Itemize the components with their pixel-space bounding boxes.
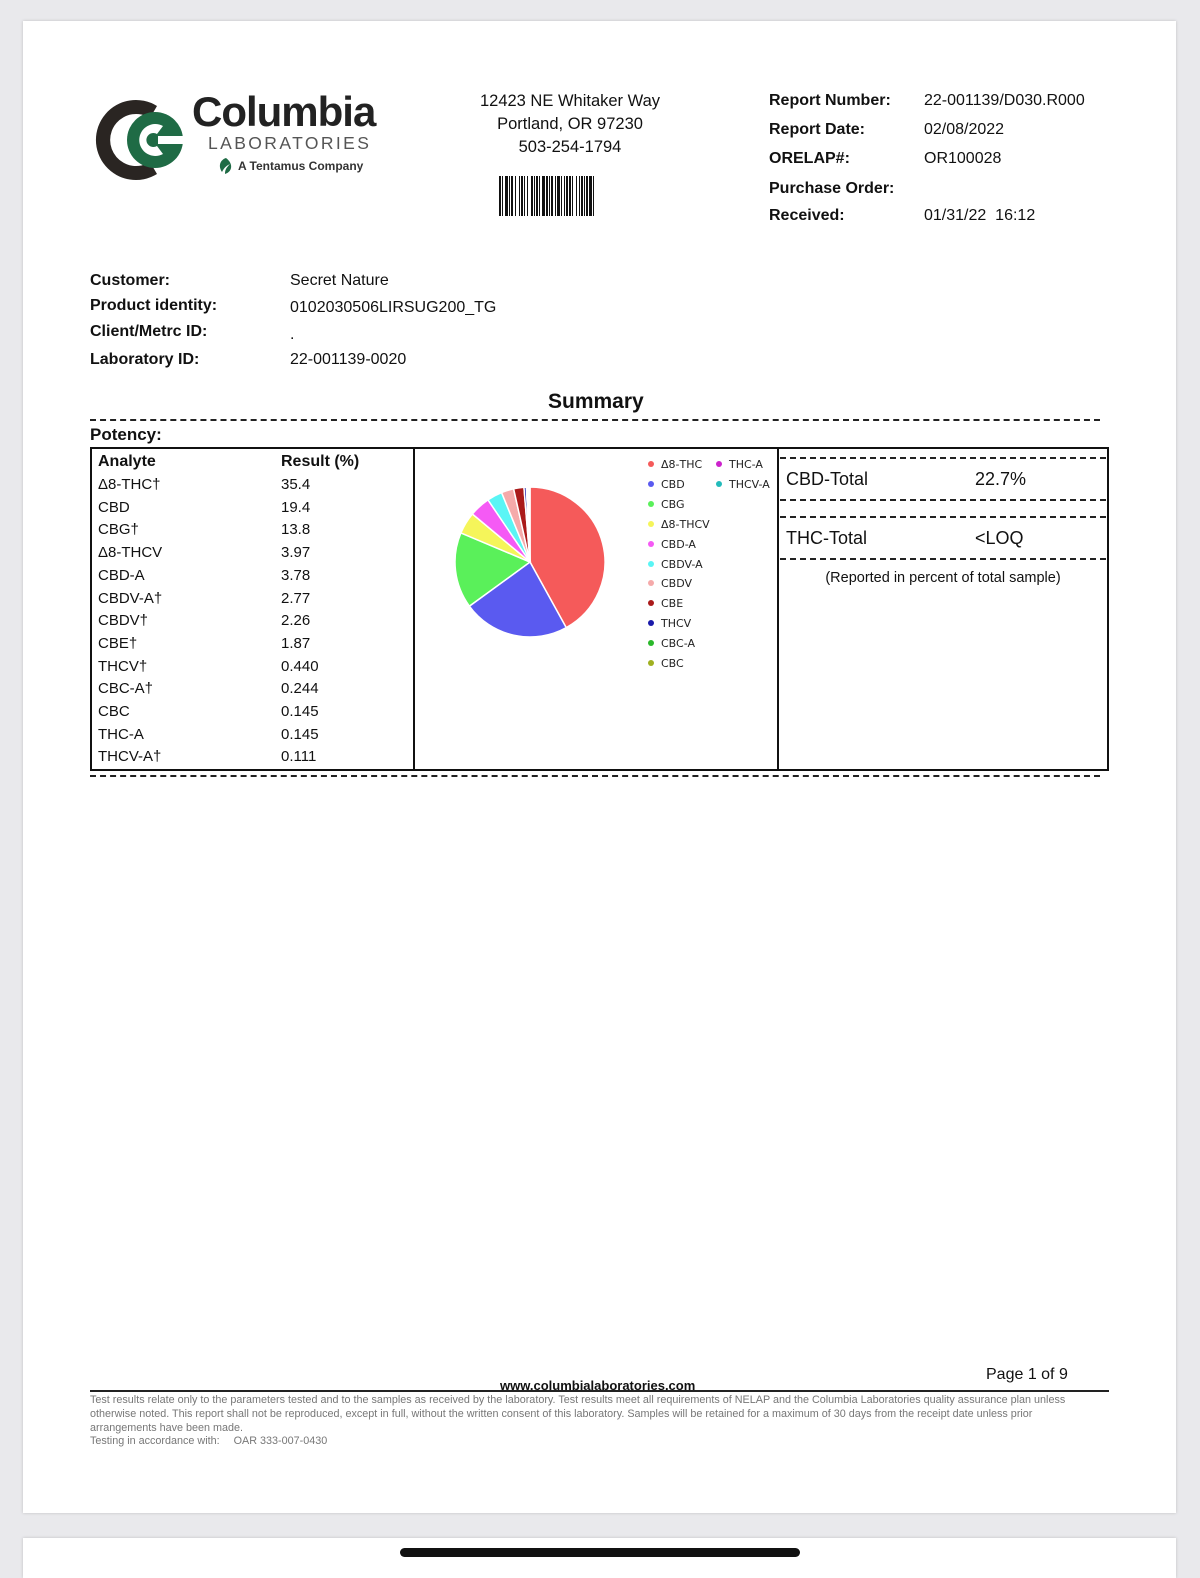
analyte-result: 0.145 [281,703,319,720]
received-date: 01/31/22 16:12 [924,207,1036,224]
legend-item [648,617,691,630]
website-link[interactable]: www.columbialaboratories.com [500,1378,696,1393]
legend-item [648,538,696,551]
totals-note: (Reported in percent of total sample) [825,570,1061,586]
legend-swatch [716,461,722,467]
legend-swatch [648,561,654,567]
divider [90,419,1100,421]
legend-label: THC-A [729,458,763,471]
cbd-total-label: CBD-Total [786,469,869,489]
potency-pie-chart [450,482,610,642]
customer-label: Customer: [90,272,171,289]
address-line-1: 12423 NE Whitaker Way [479,92,661,110]
analyte-result: 2.77 [281,589,311,607]
footer-rule [90,1390,1109,1392]
analyte-name: CBDV† [98,612,149,630]
analyte-name: CBE† [98,634,138,652]
page-number: Page 1 of 9 [986,1366,1068,1383]
analyte-header: Analyte [98,453,156,470]
analyte-name: CBDV-A† [98,589,163,607]
result-header: Result (%) [281,453,360,470]
divider [780,499,1106,501]
legend-swatch [716,481,722,487]
testing-value: OAR 333-007-0430 [233,1435,328,1447]
next-page-edge [23,1538,1176,1578]
analyte-name: CBC [98,703,130,720]
analyte-result: 3.78 [281,566,311,584]
legend-item [648,518,710,531]
legend-label: CBC-A [661,637,695,651]
legend-swatch [648,541,654,547]
analyte-result: 0.111 [281,748,317,766]
legend-swatch [648,620,654,626]
legend-label: CBC [661,657,684,670]
client-metrc-label: Client/Metrc ID: [90,323,208,340]
report-number-label: Report Number: [769,92,891,109]
received-label: Received: [769,207,845,224]
disclaimer-text: Test results relate only to the parameters tested and to the samples as received by the laboratory. Test results meet all requirements of NELAP and the Columbia Laboratories quality assurance plan unless otherwise noted. This report shall not be reproduced, except in full, without the written consent of this laboratory. Samples will be retained for a maximum of 30 days from the receipt date unless prior arrangements have been made. [90,1394,1066,1434]
analyte-result: 0.244 [281,680,319,698]
analyte-result: 3.97 [281,544,311,562]
laboratory-id: 22-001139-0020 [290,351,407,368]
legend-item [648,558,703,571]
barcode [499,176,627,216]
report-date: 02/08/2022 [924,121,1005,138]
analyte-name: THCV† [98,657,148,675]
product-identity: 0102030506LIRSUG200_TG [290,299,497,316]
legend-label: CBG [661,497,685,511]
legend-item [716,458,763,471]
legend-item [716,478,770,491]
legend-swatch [648,461,654,467]
orelap-label: ORELAP#: [769,150,850,167]
analyte-result: 13.8 [281,521,311,539]
legend-item [648,478,685,491]
laboratory-id-label: Laboratory ID: [90,351,200,368]
analyte-result: 35.4 [281,476,311,493]
testing-standard [90,1435,327,1447]
legend-label: CBE [661,597,684,611]
analyte-name: THC-A [98,725,144,743]
tentamus-leaf-icon [216,156,236,176]
legend-item [648,657,684,670]
product-identity-label: Product identity: [90,297,218,314]
analyte-result: 19.4 [281,498,311,516]
orelap-number: OR100028 [924,150,1002,167]
thc-total-label: THC-Total [786,528,868,548]
purchase-order-label: Purchase Order: [769,180,895,197]
analyte-name: THCV-A† [98,748,162,766]
legend-item [648,498,685,511]
legend-item [648,577,692,590]
legend-label: CBD-A [661,537,696,551]
report-number: 22-001139/D030.R000 [924,92,1085,109]
logo-title: Columbia [192,88,376,135]
legend-label: THCV-A [729,477,770,491]
legend-swatch [648,600,654,606]
analyte-name: CBC-A† [98,680,154,698]
customer-name: Secret Nature [290,272,389,289]
legend-item [648,597,683,610]
divider [90,775,1100,777]
thc-total-value: <LOQ [975,528,1024,548]
divider [780,516,1106,518]
legend-label: CBDV [661,577,693,591]
report-date-label: Report Date: [769,121,866,138]
legend-swatch [648,580,654,586]
legend-label: CBD [661,477,685,491]
analyte-name: CBG† [98,521,139,539]
legend-item [648,637,695,650]
analyte-name: CBD [98,498,130,516]
address-line-2: Portland, OR 97230 [497,115,643,133]
client-metrc-id: . [290,326,295,343]
legend-swatch [648,660,654,666]
analyte-name: CBD-A [98,566,145,584]
divider [780,558,1106,560]
pie-slice [529,487,530,562]
analyte-result: 0.145 [281,725,319,743]
testing-label: Testing in accordance with: [90,1435,220,1447]
legend-label: CBDV-A [661,557,703,571]
analyte-result: 1.87 [281,634,311,652]
analyte-name: Δ8-THCV [98,544,163,562]
analyte-result: 2.26 [281,612,311,630]
summary-title: Summary [548,390,644,413]
legend-swatch [648,481,654,487]
column-divider [413,449,415,769]
logo-subtitle: LABORATORIES [208,133,372,153]
legend-swatch [648,501,654,507]
legend-item [648,458,702,471]
analyte-name: Δ8-THC† [98,476,161,493]
divider [780,457,1106,459]
legend-swatch [648,640,654,646]
home-indicator[interactable] [400,1548,800,1557]
columbia-logo-icon [95,92,191,188]
column-divider [777,449,779,769]
potency-label: Potency: [90,425,162,444]
cbd-total-value: 22.7% [975,469,1027,489]
logo-tagline: A Tentamus Company [238,159,364,173]
analyte-result: 0.440 [281,657,319,675]
legend-label: Δ8-THCV [661,517,710,531]
legend-swatch [648,521,654,527]
address-phone: 503-254-1794 [518,138,622,156]
legend-label: THCV [661,617,692,631]
legend-label: Δ8-THC [661,458,703,471]
